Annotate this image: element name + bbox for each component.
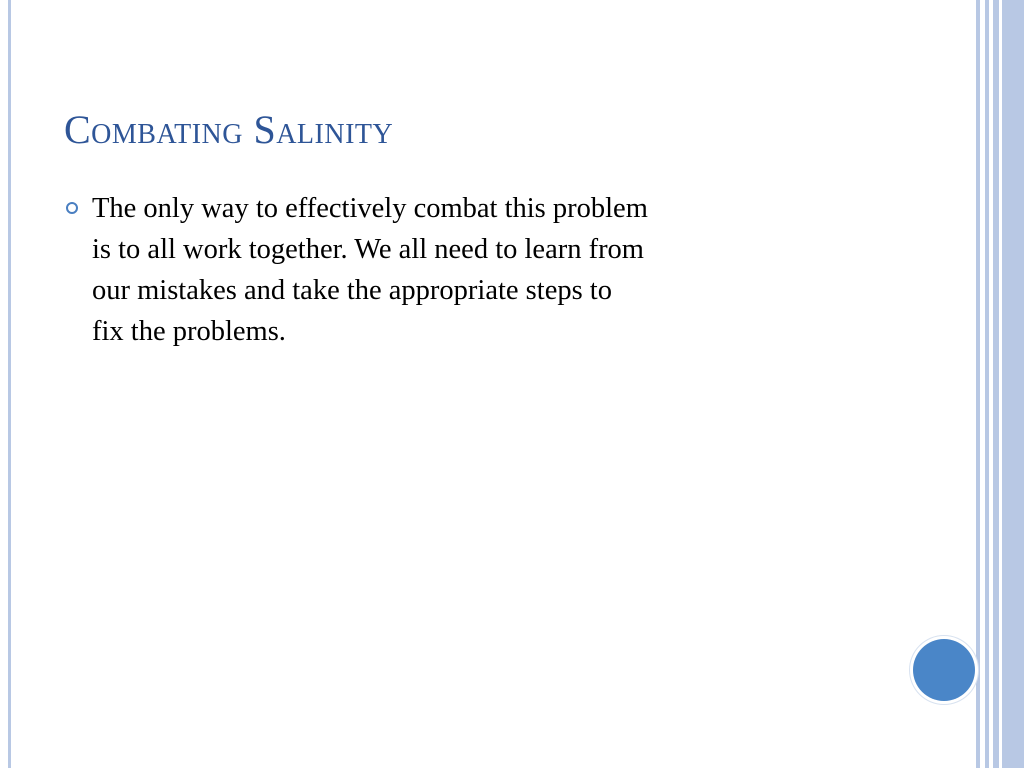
bullet-item (64, 188, 874, 352)
decorative-circle-icon (913, 639, 975, 701)
bullet-list (64, 188, 874, 352)
bullet-text: The only way to effectively combat this problem is to all work together. We all need to learn from our mistakes and take the appropriate steps to fix the problems. (92, 193, 648, 347)
hollow-circle-bullet-icon (66, 202, 78, 214)
left-decorative-rule (8, 0, 11, 768)
right-decorative-stripe (1002, 0, 1024, 768)
slide-title: Combating Salinity (64, 107, 394, 152)
